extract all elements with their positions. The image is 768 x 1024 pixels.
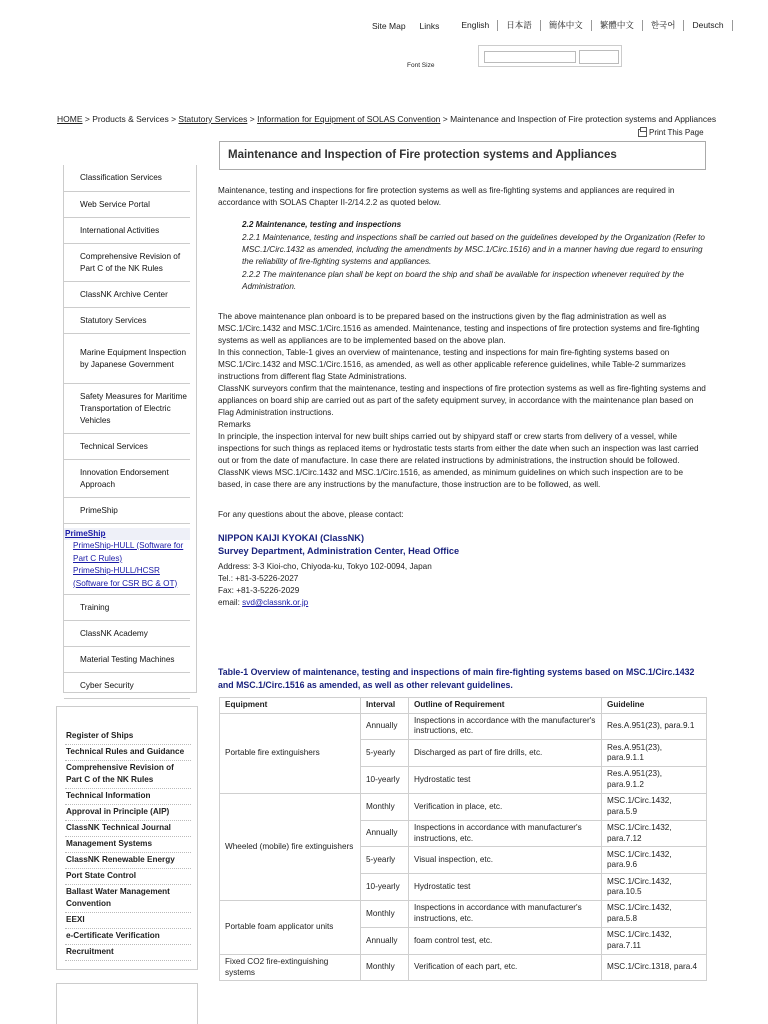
interval-cell: Monthly — [361, 901, 409, 928]
page-title-box — [219, 141, 706, 170]
link-ballast-water[interactable]: Ballast Water Management Convention — [65, 885, 191, 913]
subnav-primeship-hull[interactable]: PrimeShip-HULL (Software for Part C Rules) — [73, 541, 184, 563]
header-outline: Outline of Requirement — [409, 698, 602, 714]
lang-korean[interactable]: 한국어 — [642, 20, 684, 31]
subnav-primeship-hcsr[interactable]: PrimeShip-HULL/HCSR (Software for CSR BC & OT) — [73, 566, 178, 588]
interval-cell: 5-yearly — [361, 847, 409, 874]
requirements-table — [219, 697, 707, 981]
table-row — [220, 793, 707, 820]
header-guideline: Guideline — [602, 698, 707, 714]
interval-cell: Monthly — [361, 793, 409, 820]
sidebar-item-cyber[interactable]: Cyber Security — [64, 673, 190, 699]
outline-cell: Inspections in accordance with the manufacturer's instructions, etc. — [409, 713, 602, 740]
link-recruitment[interactable]: Recruitment — [65, 945, 191, 961]
breadcrumb: HOME > Products & Services > Statutory Services > Information for Equipment of SOLAS Convention > Maintenance and Inspection of Fire protection systems and Appliances — [57, 114, 717, 124]
guideline-cell: MSC.1/Circ.1432, para.9.6 — [602, 847, 707, 874]
contact-email-line: email: svd@classnk.or.jp — [218, 598, 309, 607]
link-e-certificate[interactable]: e-Certificate Verification — [65, 929, 191, 945]
sidebar-item-primeship[interactable]: PrimeShip — [64, 498, 190, 524]
link-renewable-energy[interactable]: ClassNK Renewable Energy — [65, 853, 191, 869]
interval-cell: Annually — [361, 927, 409, 954]
guideline-cell: MSC.1/Circ.1432, para.7.11 — [602, 927, 707, 954]
interval-cell: 10-yearly — [361, 874, 409, 901]
quote-heading: 2.2 Maintenance, testing and inspections — [242, 220, 402, 229]
left-sidebar — [63, 165, 197, 693]
contact-department: Survey Department, Administration Center, Head Office — [218, 546, 460, 556]
links-link[interactable]: Links — [419, 20, 440, 31]
top-navigation — [372, 20, 733, 31]
outline-cell: Inspections in accordance with manufacturer's instructions, etc. — [409, 901, 602, 928]
sidebar-item-electric-vehicles[interactable]: Safety Measures for Maritime Transportation of Electric Vehicles — [64, 384, 190, 434]
link-management-systems[interactable]: Management Systems — [65, 837, 191, 853]
header-equipment: Equipment — [220, 698, 361, 714]
breadcrumb-home[interactable]: HOME — [57, 114, 83, 124]
sidebar-item-statutory[interactable]: Statutory Services — [64, 308, 190, 334]
guideline-cell: MSC.1/Circ.1432, para.5.9 — [602, 793, 707, 820]
printer-icon — [638, 129, 647, 137]
table-header-row — [220, 698, 707, 714]
table-row — [220, 713, 707, 740]
link-register-of-ships[interactable]: Register of Ships — [65, 729, 191, 745]
sidebar-item-training[interactable]: Training — [64, 595, 190, 621]
sidebar-item-archive[interactable]: ClassNK Archive Center — [64, 282, 190, 308]
breadcrumb-current: Maintenance and Inspection of Fire protection systems and Appliances — [450, 114, 717, 124]
search-input[interactable] — [484, 51, 576, 63]
table-row — [220, 954, 707, 981]
outline-cell: Inspections in accordance with manufacturer's instructions, etc. — [409, 820, 602, 847]
link-comprehensive-revision[interactable]: Comprehensive Revision of Part C of the NK Rules — [65, 761, 191, 789]
interval-cell: 10-yearly — [361, 767, 409, 794]
contact-email-link[interactable]: svd@classnk.or.jp — [242, 598, 309, 607]
sidebar-item-technical[interactable]: Technical Services — [64, 434, 190, 460]
breadcrumb-statutory[interactable]: Statutory Services — [178, 114, 248, 124]
link-technical-journal[interactable]: ClassNK Technical Journal — [65, 821, 191, 837]
lang-traditional-chinese[interactable]: 繁體中文 — [591, 20, 642, 31]
remarks-label: Remarks — [218, 420, 251, 429]
outline-cell: Discharged as part of fire drills, etc. — [409, 740, 602, 767]
outline-cell: Hydrostatic test — [409, 767, 602, 794]
sidebar-item-international[interactable]: International Activities — [64, 218, 190, 244]
sidebar-item-academy[interactable]: ClassNK Academy — [64, 621, 190, 647]
guideline-cell: Res.A.951(23), para.9.1.2 — [602, 767, 707, 794]
lang-german[interactable]: Deutsch — [683, 20, 732, 31]
print-page-button[interactable] — [638, 128, 704, 137]
equipment-cell: Fixed CO2 fire-extinguishing systems — [220, 954, 361, 981]
breadcrumb-info[interactable]: Information for Equipment of SOLAS Convention — [257, 114, 441, 124]
interval-cell: Monthly — [361, 954, 409, 981]
sidebar-item-classification[interactable]: Classification Services — [64, 165, 190, 192]
guideline-cell: MSC.1/Circ.1432, para.10.5 — [602, 874, 707, 901]
table-row — [220, 901, 707, 928]
table1-title: Table-1 Overview of maintenance, testing and inspections of main fire-fighting systems based on MSC.1/Circ.1432 and MSC.1/Circ.1516 as amended, as well as other relevant guidelines. — [218, 667, 695, 690]
guideline-cell: MSC.1/Circ.1432, para.7.12 — [602, 820, 707, 847]
link-aip[interactable]: Approval in Principle (AIP) — [65, 805, 191, 821]
primeship-subnav — [64, 524, 190, 595]
contact-organization: NIPPON KAIJI KYOKAI (ClassNK) — [218, 533, 365, 543]
sidebar-item-revision[interactable]: Comprehensive Revision of Part C of the NK Rules — [64, 244, 190, 282]
guideline-cell: Res.A.951(23), para.9.1 — [602, 713, 707, 740]
intro-text: Maintenance, testing and inspections for fire protection systems as well as fire-fighting systems and appliances are required in accordance with SOLAS Chapter II-2/14.2.2 as quoted below. — [218, 186, 675, 207]
sidebar-bottom-box — [56, 983, 198, 1024]
outline-cell: Verification in place, etc. — [409, 793, 602, 820]
link-eexi[interactable]: EEXI — [65, 913, 191, 929]
remarks-2: ClassNK views MSC.1/Circ.1432 and MSC.1/Circ.1516, as amended, as minimum guidelines on which such inspection are to be based, in case there are any instructions by the manufacture, those instruction are to be followed, as well. — [218, 468, 684, 489]
contact-block — [218, 509, 708, 609]
paragraph-plan: The above maintenance plan onboard is to be prepared based on the instructions given by the flag administration as well as MSC.1/Circ.1432 and MSC.1/Circ.1516 as amended. Maintenance, testing and inspections of fire protection systems and fire-fighting systems as well as appliances are to be implemented based on the above plan. — [218, 312, 700, 345]
quote-2-2-1: 2.2.1 Maintenance, testing and inspections shall be carried out based on the guidelines developed by the Organization (Refer to MSC.1/Circ.1432 as amended, including the amendments by MSC.1/Circ.1516) and in a manner having due regard to ensuring the reliability of fire-fighting systems and appliances. — [242, 233, 705, 266]
link-technical-rules[interactable]: Technical Rules and Guidance — [65, 745, 191, 761]
site-map-link[interactable]: Site Map — [372, 20, 406, 31]
paragraph-table-overview: In this connection, Table-1 gives an overview of maintenance, testing and inspections for main fire-fighting systems based on MSC.1/Circ.1432 and MSC.1/Circ.1516, as amended, as well as other applicable reference guidelines, while Table-2 summarizes instructions from different flag State Administrations. — [218, 348, 686, 381]
lang-english[interactable]: English — [461, 20, 490, 30]
contact-tel: Tel.: +81-3-5226-2027 — [218, 574, 299, 583]
header-interval: Interval — [361, 698, 409, 714]
paragraph-surveyors: ClassNK surveyors confirm that the maintenance, testing and inspections of fire protection systems as well as fire-fighting systems and appliances on board ship are carried out as part of the safety equipment survey, in accordance with the maintenance plan based on Flag Administration instructions. — [218, 384, 706, 417]
sidebar-item-web-service[interactable]: Web Service Portal — [64, 192, 190, 218]
contact-address: Address: 3-3 Kioi-cho, Chiyoda-ku, Tokyo 102-0094, Japan — [218, 562, 432, 571]
equipment-cell: Portable foam applicator units — [220, 901, 361, 955]
main-content — [218, 185, 708, 609]
outline-cell: Verification of each part, etc. — [409, 954, 602, 981]
page-title: Maintenance and Inspection of Fire protection systems and Appliances — [228, 149, 617, 161]
equipment-cell: Portable fire extinguishers — [220, 713, 361, 793]
subnav-primeship[interactable]: PrimeShip — [64, 528, 190, 540]
sidebar-item-material-testing[interactable]: Material Testing Machines — [64, 647, 190, 673]
secondary-sidebar — [56, 706, 198, 970]
solas-quote — [242, 219, 708, 293]
interval-cell: Annually — [361, 713, 409, 740]
font-size-label: Font Size — [407, 62, 435, 69]
interval-cell: Annually — [361, 820, 409, 847]
quote-2-2-2: 2.2.2 The maintenance plan shall be kept on board the ship and shall be available for inspection whenever required by the Administration. — [242, 270, 684, 291]
outline-cell: Hydrostatic test — [409, 874, 602, 901]
remarks-1: In principle, the inspection interval for new built ships carried out by shipyard staff or crew starts from delivery of a vessel, while inspections for such things as replaced items or hydrostatic tests starts from either the date when such an inspection was last carried out or from the date of manufacture. In case there are related instructions by administrations, the instruction should be followed. — [218, 432, 699, 465]
link-port-state-control[interactable]: Port State Control — [65, 869, 191, 885]
guideline-cell: Res.A.951(23), para.9.1.1 — [602, 740, 707, 767]
contact-fax: Fax: +81-3-5226-2029 — [218, 586, 300, 595]
contact-intro: For any questions about the above, please contact: — [218, 510, 404, 519]
guideline-cell: MSC.1/Circ.1432, para.5.8 — [602, 901, 707, 928]
sidebar-item-innovation[interactable]: Innovation Endorsement Approach — [64, 460, 190, 498]
search-button[interactable] — [579, 50, 619, 64]
link-technical-information[interactable]: Technical Information — [65, 789, 191, 805]
search-box — [478, 45, 622, 67]
breadcrumb-products: Products & Services — [92, 114, 169, 124]
outline-cell: foam control test, etc. — [409, 927, 602, 954]
sidebar-item-marine-equipment[interactable]: Marine Equipment Inspection by Japanese Government — [64, 334, 190, 384]
interval-cell: 5-yearly — [361, 740, 409, 767]
lang-japanese[interactable]: 日本語 — [497, 20, 540, 31]
guideline-cell: MSC.1/Circ.1318, para.4 — [602, 954, 707, 981]
equipment-cell: Wheeled (mobile) fire extinguishers — [220, 793, 361, 900]
print-label: Print This Page — [649, 128, 704, 137]
language-switcher — [461, 20, 732, 31]
outline-cell: Visual inspection, etc. — [409, 847, 602, 874]
lang-simplified-chinese[interactable]: 簡体中文 — [540, 20, 591, 31]
